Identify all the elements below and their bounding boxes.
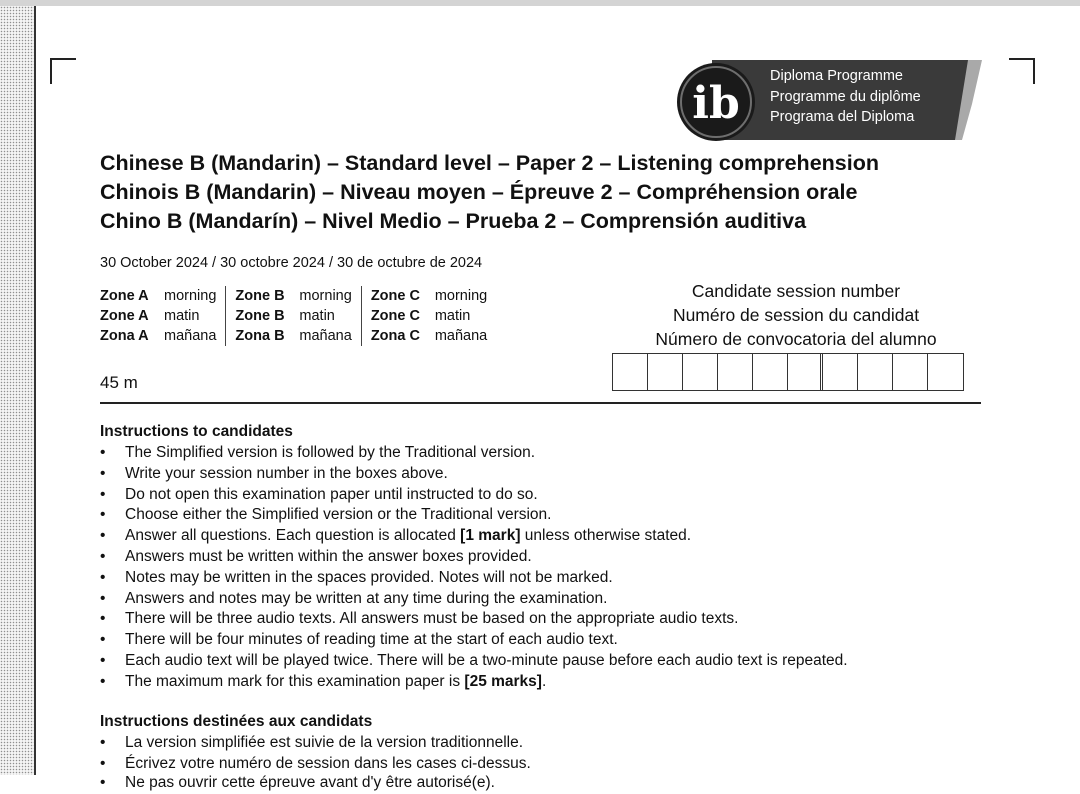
bullet-icon: •: [100, 485, 106, 503]
zone-column-b: [235, 286, 361, 346]
instruction-text: Answers and notes may be written at any time during the examination.: [125, 589, 608, 607]
exam-title: [100, 149, 879, 236]
zone-label: Zone A: [100, 308, 149, 324]
session-digit-box[interactable]: [823, 354, 858, 390]
list-item: [100, 505, 848, 526]
candidate-session-boxes: [612, 353, 964, 391]
list-item: [100, 589, 848, 610]
zone-table: [100, 286, 505, 346]
cut-off-line: [100, 773, 560, 791]
zone-column-c: [371, 286, 496, 346]
instructions-heading-en: Instructions to candidates: [100, 423, 293, 440]
instruction-text: Write your session number in the boxes above.: [125, 464, 448, 482]
zone-label: Zona A: [100, 328, 149, 344]
zone-time: matin: [299, 308, 335, 324]
zone-label: Zona C: [370, 328, 420, 344]
list-item: [100, 464, 848, 485]
instruction-text: La version simplifiée est suivie de la version traditionnelle.: [125, 734, 524, 751]
logo-line-fr: Programme du diplôme: [770, 88, 921, 105]
instruction-text: There will be three audio texts. All answers must be based on the appropriate audio texts.: [125, 610, 739, 628]
logo-text: [770, 66, 921, 128]
zone-time: mañana: [434, 328, 488, 344]
bullet-icon: •: [100, 589, 106, 607]
zone-label: Zone B: [235, 308, 285, 324]
instruction-text: The Simplified version is followed by the Traditional version.: [125, 444, 536, 461]
zone-label: Zone C: [370, 288, 420, 304]
instruction-text: unless otherwise stated.: [520, 527, 692, 545]
bullet-icon: •: [100, 568, 106, 586]
list-item: [100, 568, 848, 589]
bullet-icon: •: [100, 631, 106, 649]
session-digit-box[interactable]: [613, 354, 648, 390]
candidate-session-label-en: Candidate session number: [691, 281, 901, 301]
session-digit-box[interactable]: [648, 354, 683, 390]
session-digit-box[interactable]: [718, 354, 753, 390]
zone-time: morning: [299, 288, 352, 304]
logo-line-en: Diploma Programme: [770, 68, 903, 84]
session-digit-box[interactable]: [893, 354, 928, 390]
session-digit-box[interactable]: [753, 354, 788, 390]
instructions-heading-fr: Instructions destinées aux candidats: [100, 713, 373, 730]
zone-time: matin: [434, 308, 471, 324]
mark-value: [25 marks]: [464, 672, 542, 690]
bullet-icon: •: [100, 506, 106, 524]
zone-column-a: [100, 286, 226, 346]
mark-value: [1 mark]: [460, 527, 521, 545]
zone-time: morning: [434, 288, 488, 304]
list-item: [100, 443, 848, 464]
instruction-text: Answers must be written within the answer boxes provided.: [125, 547, 532, 565]
document-sidebar: [0, 6, 36, 775]
bullet-icon: •: [100, 610, 106, 628]
list-item: [100, 773, 560, 794]
bullet-icon: •: [100, 774, 106, 791]
candidate-session-label-fr: Numéro de session du candidat: [672, 305, 920, 325]
zone-label: Zone C: [370, 308, 420, 324]
exam-title-fr: Chinois B (Mandarin) – Niveau moyen – Épreuve 2 – Compréhension orale: [100, 180, 858, 204]
zone-label: Zone A: [100, 288, 149, 304]
instruction-text: Ne pas ouvrir cette épreuve avant d'y être autorisé(e).: [125, 774, 495, 791]
ib-logo-mark: ib: [692, 78, 740, 129]
instruction-text: .: [541, 672, 547, 690]
instruction-text: Écrivez votre numéro de session dans les cases ci-dessus.: [125, 754, 531, 772]
zone-time: mañana: [299, 328, 352, 344]
crop-mark-top-right: [1009, 58, 1035, 84]
list-item: [100, 526, 848, 547]
candidate-session-label-es: Número de convocatoria del alumno: [655, 329, 937, 349]
bullet-icon: •: [100, 651, 106, 669]
instructions-list-en: [100, 443, 848, 693]
candidate-session-label: [610, 279, 982, 351]
bullet-icon: •: [100, 734, 106, 751]
session-digit-box[interactable]: [683, 354, 718, 390]
list-item: [100, 485, 848, 506]
session-digit-box[interactable]: [858, 354, 893, 390]
exam-date: 30 October 2024 / 30 octobre 2024 / 30 de octubre de 2024: [100, 255, 483, 271]
instruction-text: The maximum mark for this examination paper is: [125, 672, 465, 690]
zone-time: mañana: [164, 328, 217, 344]
list-item: [100, 672, 848, 693]
zone-time: matin: [164, 308, 200, 324]
instructions-list-fr: [100, 733, 531, 775]
zone-label: Zone B: [235, 288, 285, 304]
list-item: [100, 754, 531, 775]
exam-title-es: Chino B (Mandarín) – Nivel Medio – Prueba 2 – Comprensión auditiva: [100, 209, 807, 233]
list-item: [100, 630, 848, 651]
session-digit-box[interactable]: [928, 354, 963, 390]
bullet-icon: •: [100, 754, 106, 772]
bullet-icon: •: [100, 444, 106, 461]
list-item: [100, 733, 531, 754]
instruction-text: Notes may be written in the spaces provided. Notes will not be marked.: [125, 568, 613, 586]
session-digit-box[interactable]: [788, 354, 823, 390]
header-divider: [100, 402, 981, 404]
instructions-list-fr-continued: [100, 773, 560, 794]
zone-label: Zona B: [235, 328, 285, 344]
list-item: [100, 547, 848, 568]
bullet-icon: •: [100, 464, 106, 482]
instruction-text: Do not open this examination paper until instructed to do so.: [125, 485, 538, 503]
bullet-icon: •: [100, 672, 106, 690]
list-item: [100, 651, 848, 672]
logo-line-es: Programa del Diploma: [770, 109, 915, 125]
list-item: [100, 609, 848, 630]
instruction-text: Answer all questions. Each question is allocated: [125, 527, 461, 545]
exam-cover-page: [36, 6, 1080, 791]
crop-mark-top-left: [50, 58, 76, 84]
zone-time: morning: [164, 288, 217, 304]
instruction-text: There will be four minutes of reading time at the start of each audio text.: [125, 631, 618, 649]
instruction-text: Choose either the Simplified version or the Traditional version.: [125, 506, 552, 524]
exam-title-en: Chinese B (Mandarin) – Standard level – Paper 2 – Listening comprehension: [100, 151, 879, 175]
bullet-icon: •: [100, 547, 106, 565]
instruction-text: Each audio text will be played twice. There will be a two-minute pause before each audio text is repeated.: [125, 651, 848, 669]
bullet-icon: •: [100, 527, 106, 545]
exam-duration: 45 m: [100, 373, 138, 392]
